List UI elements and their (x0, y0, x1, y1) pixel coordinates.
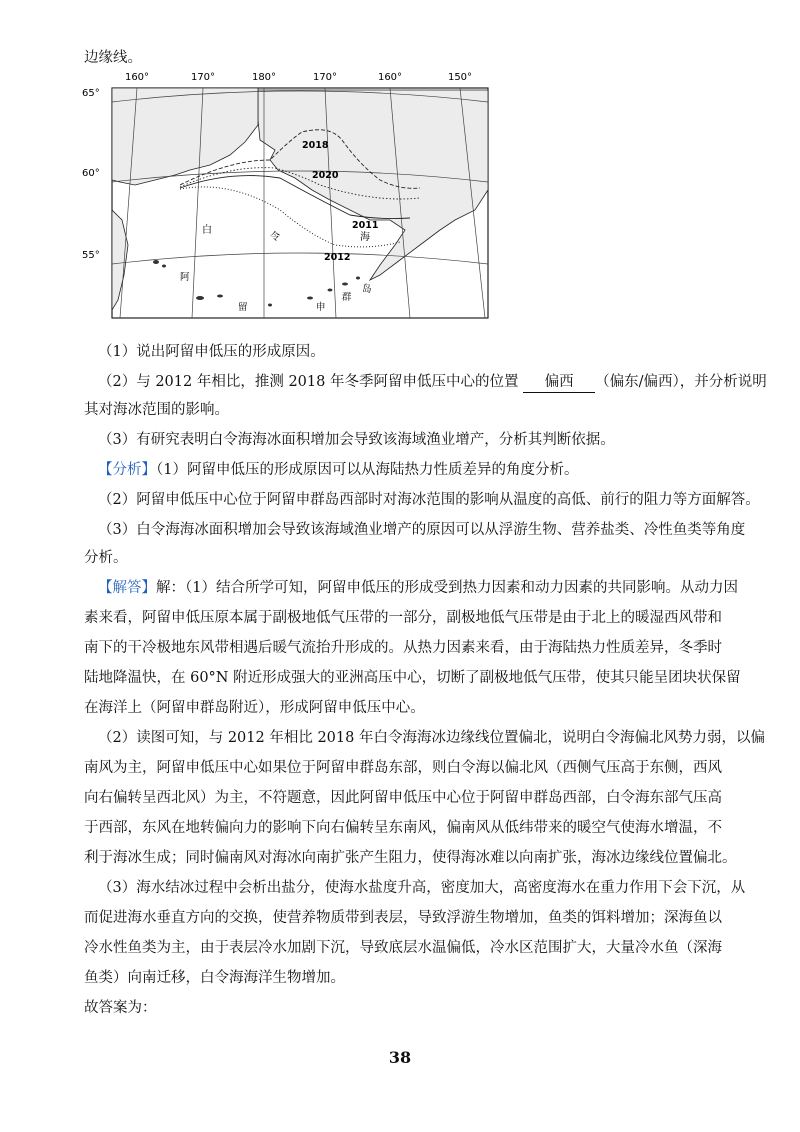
year-label: 2018 (302, 140, 329, 151)
analysis-3: （3）白令海海冰面积增加会导致该海域渔业增产的原因可以从浮游生物、营养盐类、冷性鱼类等角度 (98, 522, 746, 538)
solution-line: 南下的干冷极地东风带相遇后暖气流抬升形成的。从热力因素来看，由于海陆热力性质差异，冬季时 (84, 640, 722, 656)
lon-label: 160° (377, 72, 403, 83)
solution-line: （3）海水结冰过程中会析出盐分，使海水盐度升高，密度加大，高密度海水在重力作用下会下沉，从 (98, 880, 746, 896)
lon-label: 160° (124, 72, 150, 83)
q2-answer: 偏西 (523, 372, 595, 393)
question-2 (98, 372, 767, 393)
island-label: 阿 (180, 272, 190, 283)
solution-line: 陆地降温快，在 60°N 附近形成强大的亚洲高压中心，切断了副极地低气压带，使其只能呈团块状保留 (84, 670, 741, 686)
lon-label: 170° (190, 72, 216, 83)
lat-label: 65° (82, 88, 100, 99)
solution-line: 素来看，阿留申低压原本属于副极地低气压带的一部分，副极地低气压带是由于北上的暖湿西风带和 (84, 610, 722, 626)
question-1: （1）说出阿留申低压的形成原因。 (98, 344, 325, 360)
solution-line: 向右偏转呈西北风）为主，不符题意，因此阿留申低压中心位于阿留申群岛西部，白令海东部气压高 (84, 790, 722, 806)
lon-label: 180° (251, 72, 277, 83)
solution-tag: 【解答】 (98, 580, 156, 596)
analysis-1 (98, 460, 578, 480)
sea-label: 令 (270, 232, 280, 243)
question-3: （3）有研究表明白令海海冰面积增加会导致该海域渔业增产，分析其判断依据。 (98, 432, 615, 448)
solution-line: 在海洋上（阿留申群岛附近），形成阿留申低压中心。 (84, 700, 425, 716)
q2-prefix: （2）与 2012 年相比，推测 2018 年冬季阿留申低压中心的位置 (98, 374, 519, 390)
question-2-cont: 其对海冰范围的影响。 (84, 402, 229, 418)
page-number: 38 (388, 1048, 412, 1067)
island-label: 申 (316, 302, 326, 313)
sea-label: 白 (202, 225, 212, 236)
solution-text: 解：（1）结合所学可知，阿留申低压的形成受到热力因素和动力因素的共同影响。从动力因 (156, 580, 738, 596)
island-label: 留 (238, 302, 248, 313)
analysis-tag: 【分析】 (98, 462, 156, 478)
island-label: 岛 (362, 284, 372, 295)
solution-line: 利于海冰生成；同时偏南风对海冰向南扩张产生阻力，使得海冰难以向南扩张，海冰边缘线位置偏北。 (84, 850, 737, 866)
analysis-text: （1）阿留申低压的形成原因可以从海陆热力性质差异的角度分析。 (156, 462, 579, 478)
analysis-4: 分析。 (84, 550, 128, 566)
year-label: 2011 (352, 220, 379, 231)
island-label: 群 (342, 292, 352, 303)
solution-line: 南风为主，阿留申低压中心如果位于阿留申群岛东部，则白令海以偏北风（西侧气压高于东侧，西风 (84, 760, 722, 776)
lat-label: 60° (82, 168, 100, 179)
solution-line: 而促进海水垂直方向的交换，使营养物质带到表层，导致浮游生物增加，鱼类的饵料增加；深海鱼以 (84, 910, 722, 926)
sea-label: 海 (360, 232, 370, 243)
year-label: 2020 (312, 170, 339, 181)
lon-label: 150° (447, 72, 473, 83)
lat-label: 55° (82, 250, 100, 261)
analysis-2: （2）阿留申低压中心位于阿留申群岛西部时对海冰范围的影响从温度的高低、前行的阻力等方面解答。 (98, 492, 760, 508)
solution-line: 鱼类）向南迁移，白令海海洋生物增加。 (84, 970, 345, 986)
top-line: 边缘线。 (84, 50, 142, 66)
lon-label: 170° (312, 72, 338, 83)
bering-sea-map (80, 70, 500, 320)
final-answer-label: 故答案为： (84, 1000, 157, 1016)
year-label: 2012 (324, 252, 351, 263)
solution-1 (98, 578, 738, 598)
solution-line: 冷水性鱼类为主，由于表层冷水加剧下沉，导致底层水温偏低，冷水区范围扩大，大量冷水鱼（深海 (84, 940, 722, 956)
q2-suffix: （偏东/偏西），并分析说明 (595, 374, 767, 390)
solution-line: （2）读图可知，与 2012 年相比 2018 年白令海海冰边缘线位置偏北，说明白令海偏北风势力弱，以偏 (98, 730, 765, 746)
solution-line: 于西部，东风在地转偏向力的影响下向右偏转呈东南风，偏南风从低纬带来的暖空气使海水增温，不 (84, 820, 722, 836)
